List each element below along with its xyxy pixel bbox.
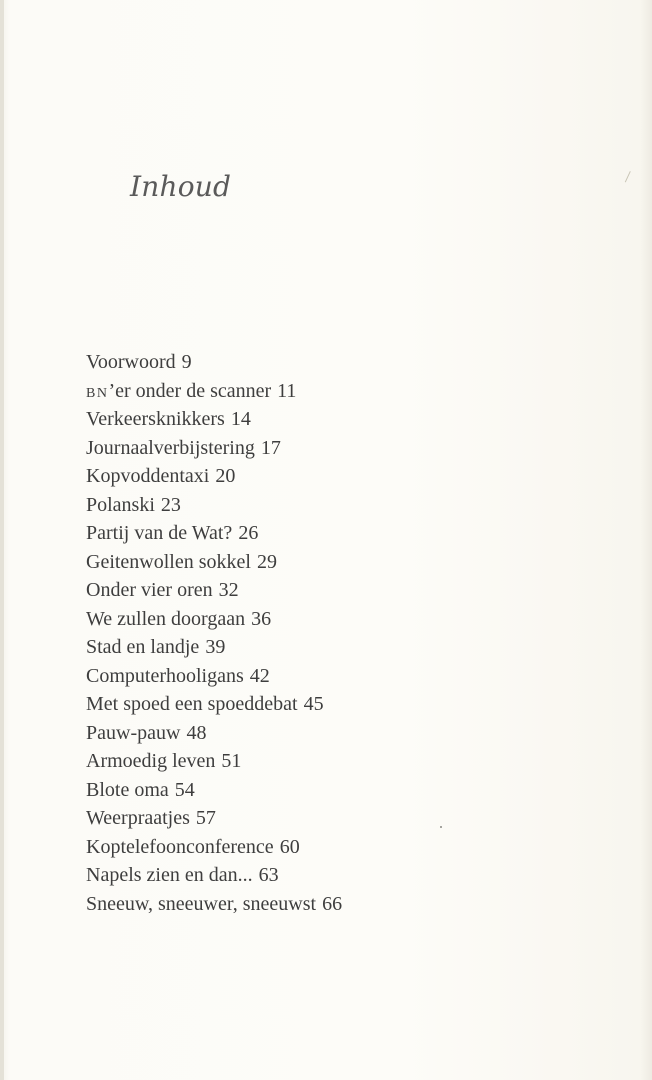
toc-entry-page: 51 [221,750,242,772]
toc-entry-page: 54 [174,778,195,801]
page-binding-edge [0,0,4,1080]
toc-entry-page: 60 [279,835,300,858]
toc-entry [86,377,342,406]
toc-entry-page: 63 [258,864,279,886]
toc-entry-page: 32 [218,579,239,601]
toc-entry-page: 42 [249,664,270,687]
toc-entry [86,747,342,776]
toc-entry-title: Onder vier oren [86,579,213,601]
toc-entry-title: Polanski [86,493,155,516]
toc-entry-prefix: BN [86,385,109,401]
toc-entry [86,719,342,748]
toc-entry-title: Partij van de Wat? [86,522,233,544]
toc-entry-title: Journaalverbijstering [86,436,255,459]
toc-entry-title: Armoedig leven [86,750,216,772]
toc-entry-title: Geitenwollen sokkel [86,550,251,573]
toc-entry [86,462,342,491]
toc-entry-title: We zullen doorgaan [86,607,246,630]
toc-entry [86,662,342,691]
toc-entry-page: 26 [238,522,259,544]
toc-entry-title: Voorwoord [86,351,176,373]
toc-entry-page: 36 [251,607,272,630]
toc-entry-title: Blote oma [86,778,169,801]
page-title: Inhoud [130,170,232,203]
toc-entry-title: Kopvoddentaxi [86,465,210,487]
table-of-contents [86,348,342,918]
toc-entry-title: ’er onder de scanner [108,379,272,402]
toc-entry [86,605,342,634]
toc-entry [86,690,342,719]
toc-entry-title: Pauw-pauw [86,721,181,744]
toc-entry-page: 66 [322,892,343,915]
toc-entry [86,861,342,890]
toc-entry [86,434,342,463]
toc-entry-title: Napels zien en dan... [86,864,253,886]
toc-entry-title: Koptelefoonconference [86,835,274,858]
toc-entry-title: Sneeuw, sneeuwer, sneeuwst [86,892,317,915]
toc-entry [86,633,342,662]
toc-entry-page: 57 [195,807,216,829]
toc-entry-title: Stad en landje [86,636,200,658]
toc-entry [86,804,342,833]
paper-mark [625,171,636,185]
toc-entry [86,491,342,520]
toc-entry [86,833,342,862]
toc-entry-page: 23 [160,493,181,516]
toc-entry [86,776,342,805]
toc-entry [86,519,342,548]
toc-entry-title: Met spoed een spoeddebat [86,693,298,715]
paper-speck [440,826,442,828]
toc-entry-page: 29 [256,550,277,573]
toc-entry-page: 20 [215,465,236,487]
toc-entry-title: Weerpraatjes [86,807,190,829]
toc-entry-page: 14 [230,408,251,430]
toc-entry-page: 9 [181,351,192,373]
toc-entry-page: 11 [277,379,297,402]
toc-entry-page: 48 [186,721,207,744]
toc-entry [86,548,342,577]
toc-entry-page: 45 [303,693,324,715]
toc-entry [86,348,342,377]
toc-entry [86,576,342,605]
toc-entry [86,405,342,434]
toc-entry-title: Computerhooligans [86,664,244,687]
toc-entry-title: Verkeersknikkers [86,408,225,430]
toc-entry [86,890,342,919]
toc-entry-page: 17 [260,436,281,459]
toc-entry-page: 39 [205,636,226,658]
